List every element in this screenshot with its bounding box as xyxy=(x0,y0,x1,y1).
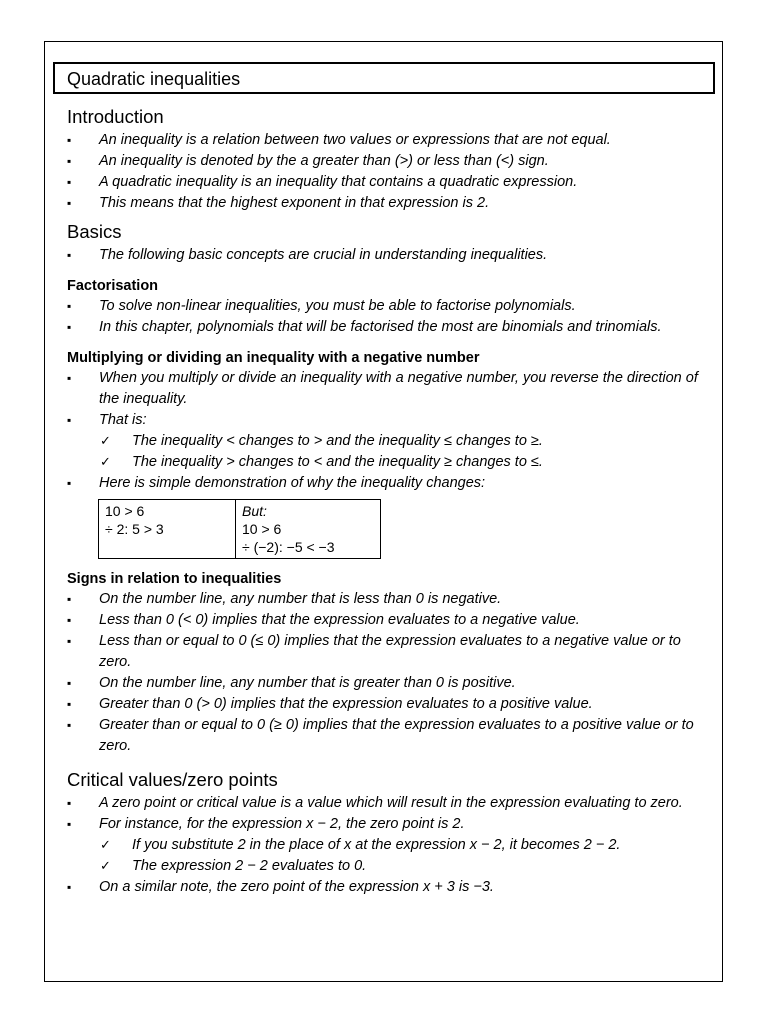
check-item: ✓ The inequality < changes to > and the inequality ≤ changes to ≥. xyxy=(67,431,707,452)
list-item: ▪ Greater than 0 (> 0) implies that the expression evaluates to a positive value. xyxy=(67,694,707,715)
list-item: ▪ On a similar note, the zero point of the expression x + 3 is −3. xyxy=(67,877,707,898)
check-item: ✓ If you substitute 2 in the place of x at the expression x − 2, it becomes 2 − 2. xyxy=(67,835,707,856)
introduction-heading: Introduction xyxy=(67,106,164,127)
list-item: ▪ The following basic concepts are crucial in understanding inequalities. xyxy=(67,245,707,266)
critical-list xyxy=(67,793,707,898)
signs-heading: Signs in relation to inequalities xyxy=(67,571,282,587)
list-item: ▪ An inequality is denoted by the a greater than (>) or less than (<) sign. xyxy=(67,151,707,172)
list-item: ▪ Here is simple demonstration of why the inequality changes: xyxy=(67,473,707,494)
list-item: ▪ A zero point or critical value is a value which will result in the expression evaluating to zero. xyxy=(67,793,707,814)
list-item: ▪ Greater than or equal to 0 (≥ 0) implies that the expression evaluates to a positive value or to zero. xyxy=(67,715,707,757)
critical-heading: Critical values/zero points xyxy=(67,769,278,790)
list-item: ▪ Less than or equal to 0 (≤ 0) implies that the expression evaluates to a negative value or to zero. xyxy=(67,631,707,673)
basics-heading: Basics xyxy=(67,221,122,242)
factorisation-list xyxy=(67,296,707,338)
list-item: ▪ For instance, for the expression x − 2, the zero point is 2. xyxy=(67,814,707,835)
list-item: ▪ This means that the highest exponent in that expression is 2. xyxy=(67,193,707,214)
list-item: ▪ An inequality is a relation between two values or expressions that are not equal. xyxy=(67,130,707,151)
list-item: ▪ Less than 0 (< 0) implies that the expression evaluates to a negative value. xyxy=(67,610,707,631)
list-item: ▪ That is: xyxy=(67,410,707,431)
list-item: ▪ When you multiply or divide an inequality with a negative number, you reverse the direction of the inequality. xyxy=(67,368,707,410)
list-item: ▪ A quadratic inequality is an inequality that contains a quadratic expression. xyxy=(67,172,707,193)
document-title: Quadratic inequalities xyxy=(53,62,715,94)
list-item: ▪ In this chapter, polynomials that will be factorised the most are binomials and trinomials. xyxy=(67,317,707,338)
check-item: ✓ The expression 2 − 2 evaluates to 0. xyxy=(67,856,707,877)
factorisation-heading: Factorisation xyxy=(67,278,159,294)
basics-list xyxy=(67,245,707,266)
check-item: ✓ The inequality > changes to < and the inequality ≥ changes to ≤. xyxy=(67,452,707,473)
introduction-list xyxy=(67,130,707,214)
signs-list xyxy=(67,589,707,757)
multiplying-list xyxy=(67,368,707,494)
table-cell-right: But: 10 > 6 ÷ (−2): −5 < −3 xyxy=(236,500,381,559)
list-item: ▪ On the number line, any number that is less than 0 is negative. xyxy=(67,589,707,610)
demonstration-table xyxy=(98,499,381,559)
document-body xyxy=(67,104,707,898)
table-cell-left: 10 > 6 ÷ 2: 5 > 3 xyxy=(99,500,236,559)
multiplying-heading: Multiplying or dividing an inequality with a negative number xyxy=(67,350,480,366)
list-item: ▪ To solve non-linear inequalities, you must be able to factorise polynomials. xyxy=(67,296,707,317)
list-item: ▪ On the number line, any number that is greater than 0 is positive. xyxy=(67,673,707,694)
